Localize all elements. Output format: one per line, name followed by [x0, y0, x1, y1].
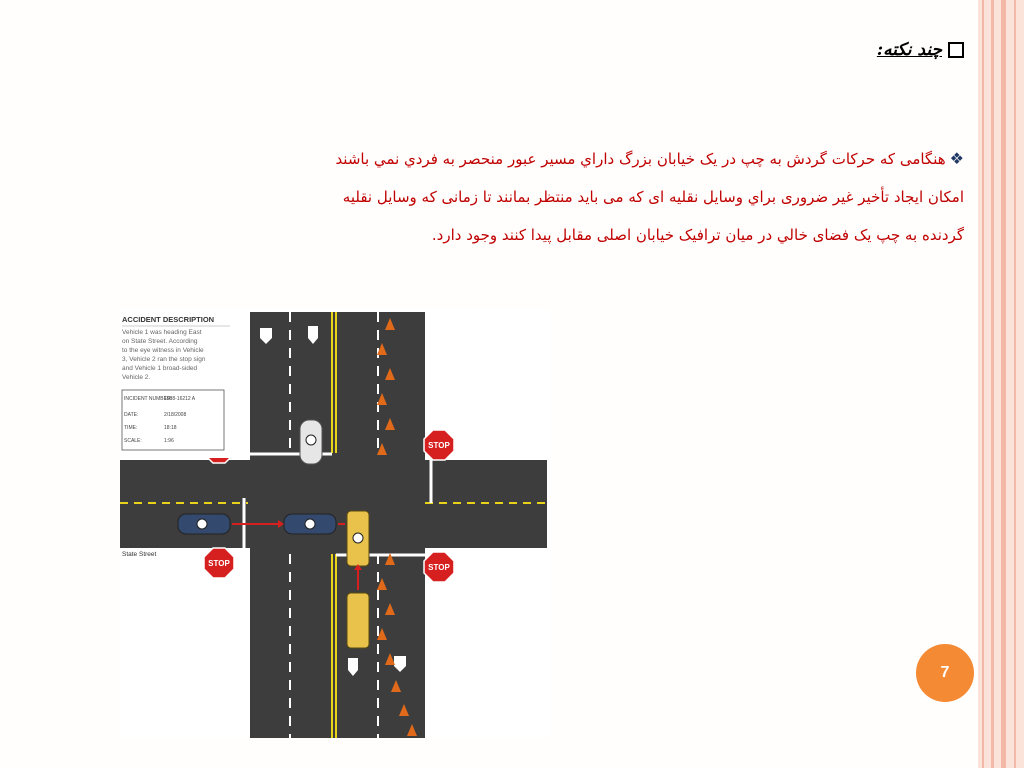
decorative-stripe	[1001, 0, 1006, 768]
vehicle-white-car-icon	[300, 420, 322, 464]
table-value: 2/18/2008	[164, 412, 187, 418]
decorative-stripe	[1014, 0, 1016, 768]
description-line: 3, Vehicle 2 ran the stop sign	[122, 356, 206, 363]
school-bus-icon	[347, 593, 369, 648]
vehicle-2-car-icon	[284, 514, 336, 534]
street-label: State Street	[122, 551, 157, 558]
table-label: DATE:	[124, 412, 139, 418]
slide-title: چند نکته:	[876, 40, 942, 60]
bullet-line-2: امکان ایجاد تأخیر غیر ضروری براي وسایل نقلیه ای که می باید منتظر بمانند تا زمانی که وسایل نقلیه	[342, 188, 964, 206]
table-label: SCALE:	[124, 438, 142, 444]
vehicle-3-bus-icon	[347, 511, 369, 566]
table-value: 18:18	[164, 425, 177, 431]
table-label: TIME:	[124, 425, 138, 431]
checkbox-bullet-icon	[948, 42, 964, 58]
stop-sign-icon	[204, 548, 234, 578]
svg-text:STOP: STOP	[428, 441, 450, 450]
vehicle-1-car-icon	[178, 514, 230, 534]
intersection-diagram	[120, 308, 550, 738]
svg-text:STOP: STOP	[208, 559, 230, 568]
description-line: and Vehicle 1 broad-sided	[122, 365, 198, 372]
decorative-stripe	[982, 0, 984, 768]
description-line: on State Street. According	[122, 338, 198, 345]
decorative-stripe	[991, 0, 994, 768]
panel-title: ACCIDENT DESCRIPTION	[122, 315, 215, 324]
diamond-bullet-icon: ❖	[949, 149, 964, 168]
table-value: 1988-16212 A	[164, 396, 196, 402]
svg-text:STOP: STOP	[428, 563, 450, 572]
table-value: 1:96	[164, 438, 174, 444]
bullet-line-1: هنگامی که حرکات گردش به چپ در یک خیابان بزرگ داراي مسیر عبور منحصر به فردي نمي باشند	[335, 150, 946, 168]
bullet-line-3: گردنده به چپ یک فضای خالي در میان ترافیک خیابان اصلی مقابل پیدا کنند وجود دارد.	[431, 226, 964, 244]
description-line: Vehicle 2.	[122, 374, 151, 381]
stop-sign-icon	[424, 430, 454, 460]
page-number-badge: 7	[916, 644, 974, 702]
description-line: Vehicle 1 was heading East	[122, 329, 202, 336]
stop-sign-icon	[424, 552, 454, 582]
title-row	[877, 40, 964, 60]
description-line: to the eye witness in Vehicle	[122, 347, 204, 354]
table-label: INCIDENT NUMBER:	[124, 396, 172, 402]
bullet-paragraph	[124, 140, 964, 254]
